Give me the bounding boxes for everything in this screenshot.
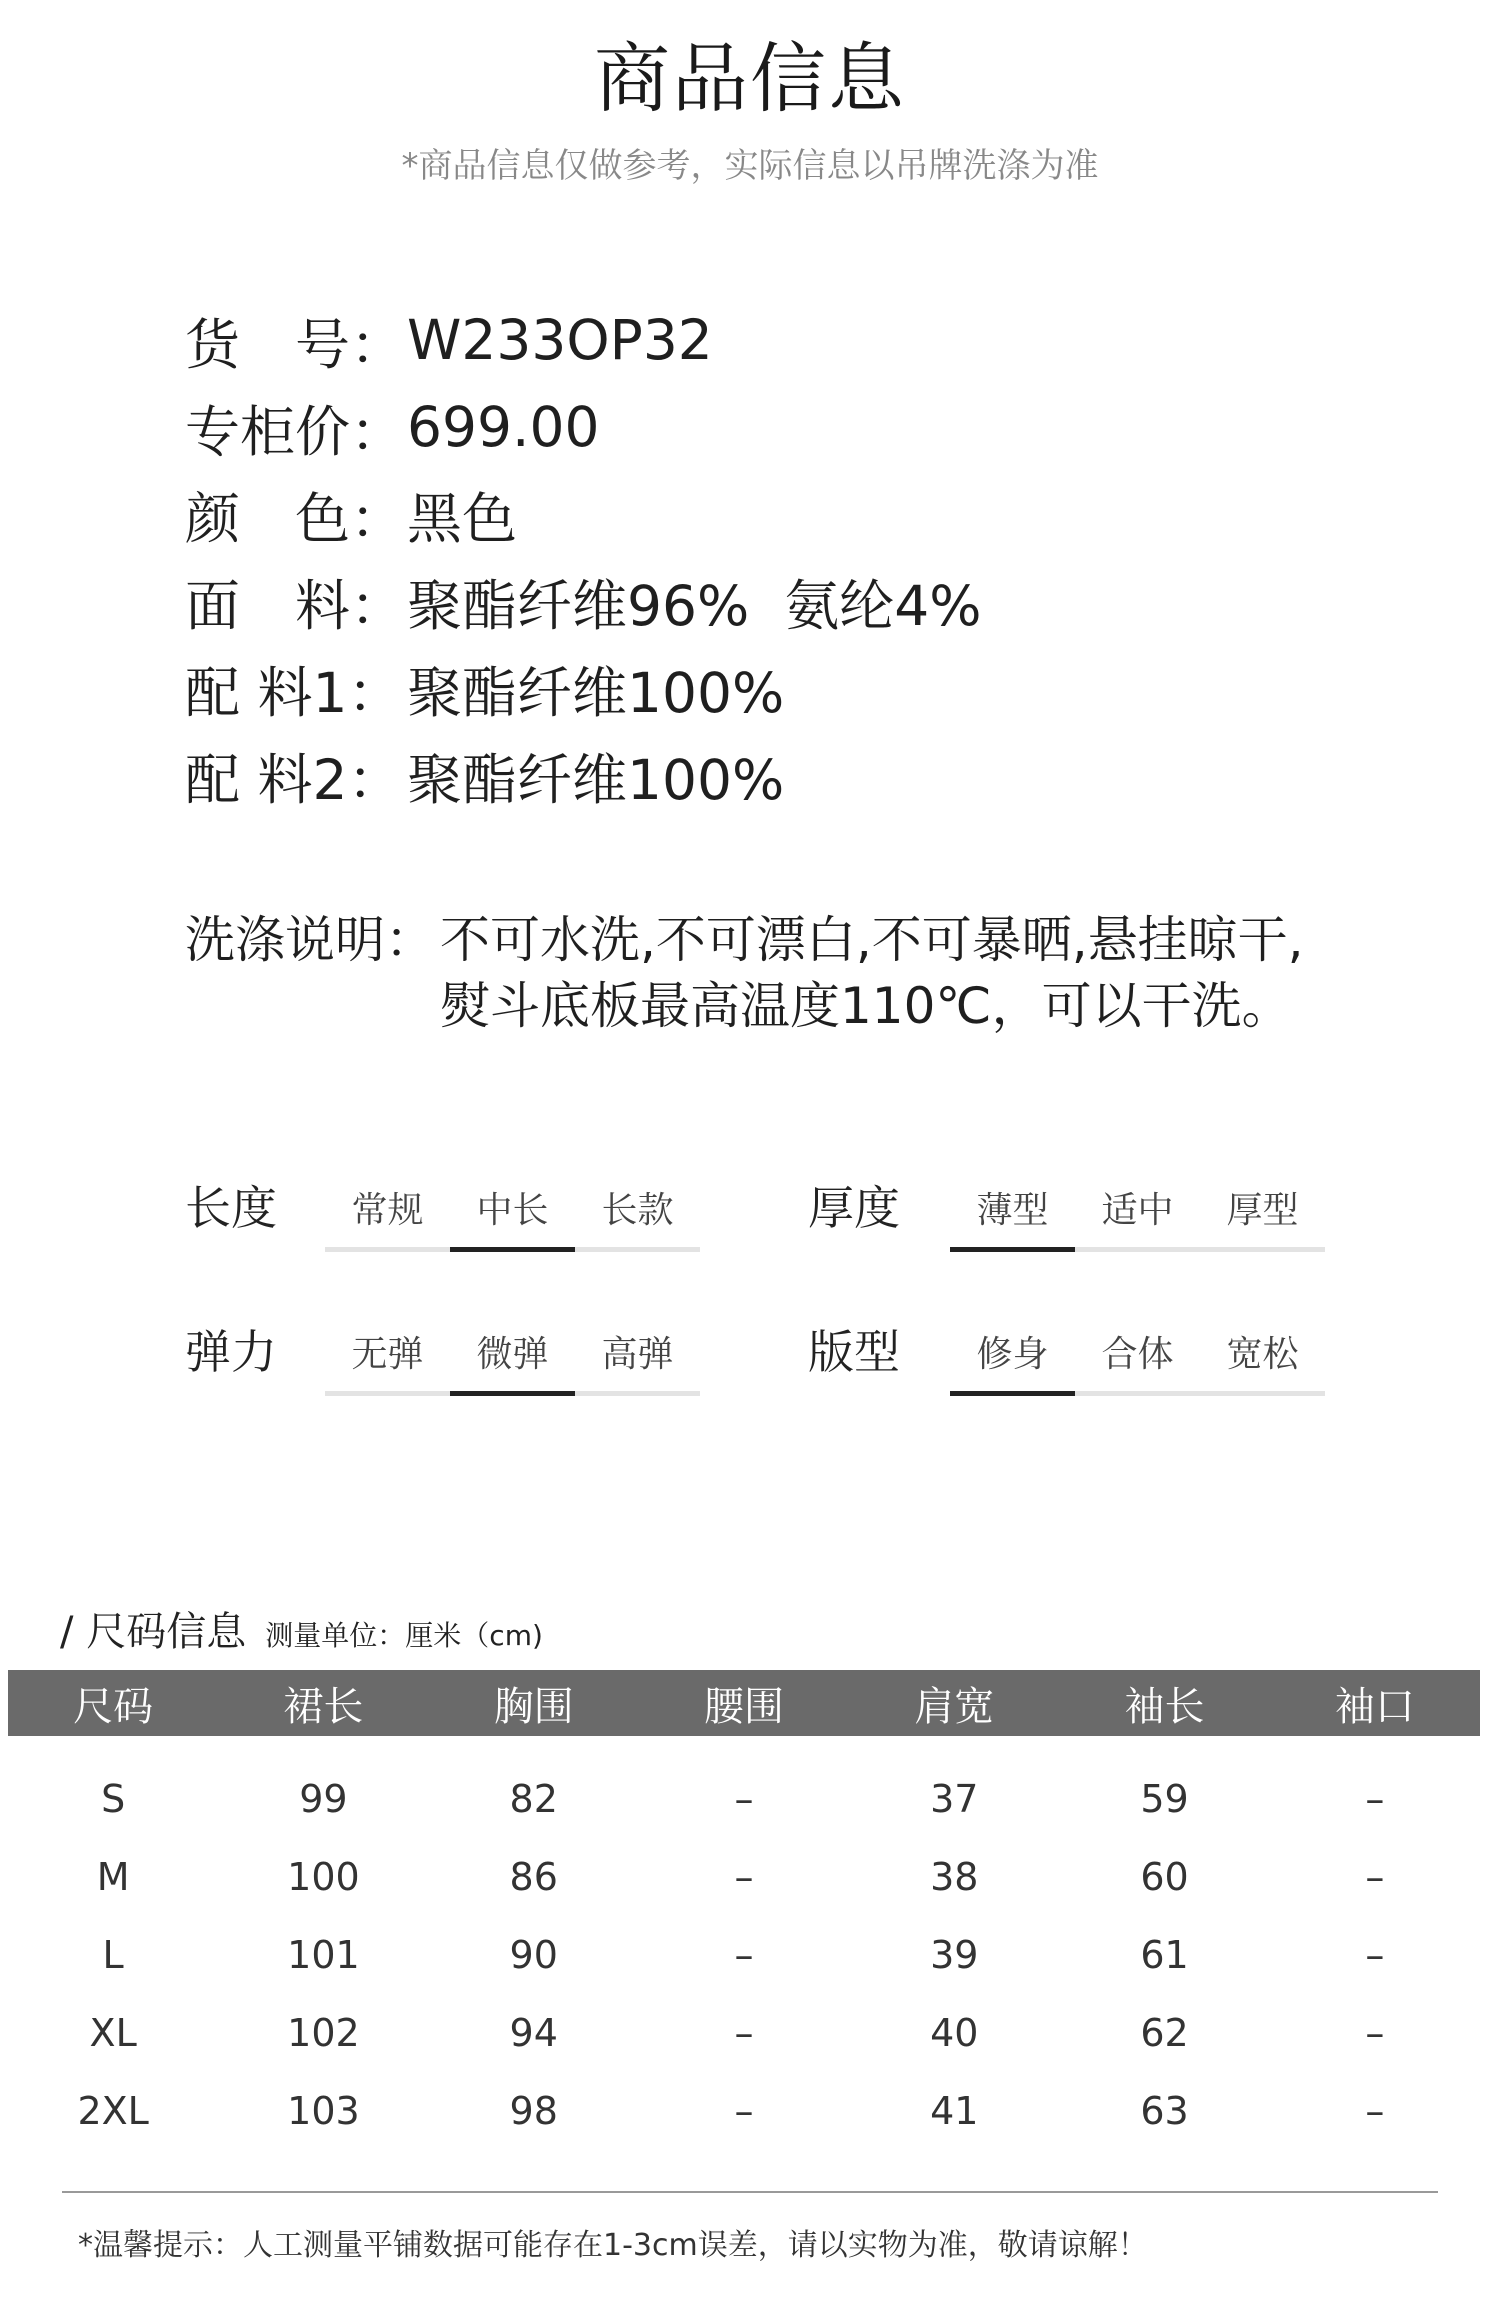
info-label: 货 号： (185, 312, 406, 377)
table-cell: 94 (509, 2011, 558, 2055)
attr-option: 高弹 (575, 1326, 700, 1396)
attr-options-thickness (950, 1182, 1325, 1252)
info-value: 聚酯纤维100% (407, 747, 785, 812)
table-spacer (8, 1736, 1480, 1760)
column-header: 袖长 (1059, 1670, 1269, 1736)
info-row-material-2 (185, 735, 784, 815)
info-row-color (185, 474, 517, 554)
table-cell: XL (89, 2011, 137, 2055)
attr-option-selected: 薄型 (950, 1182, 1075, 1252)
info-row-item-number (185, 300, 713, 380)
table-cell: 59 (1140, 1777, 1189, 1821)
washing-line-2: 熨斗底板最高温度110℃，可以干洗。 (440, 977, 1292, 1035)
table-cell: 37 (930, 1777, 979, 1821)
table-cell: – (734, 2011, 754, 2055)
column-header: 胸围 (429, 1670, 639, 1736)
size-section-heading (60, 1600, 543, 1657)
table-row (8, 1994, 1480, 2072)
table-cell: – (1365, 2011, 1385, 2055)
table-cell: 98 (509, 2089, 558, 2133)
info-value: 聚酯纤维96% 氨纶4% (407, 573, 982, 638)
table-row (8, 1838, 1480, 1916)
table-cell: – (734, 1855, 754, 1899)
table-cell: 63 (1140, 2089, 1189, 2133)
washing-label: 洗涤说明： (185, 911, 435, 969)
attr-title-fit: 版型 (808, 1325, 900, 1379)
table-cell: – (1365, 1777, 1385, 1821)
table-cell: – (734, 1777, 754, 1821)
table-cell: 90 (509, 1933, 558, 1977)
info-value: W233OP32 (407, 308, 713, 372)
info-label: 配 料2： (185, 747, 403, 812)
column-header: 裙长 (218, 1670, 428, 1736)
size-table (8, 1670, 1480, 2150)
info-row-fabric (185, 561, 981, 641)
footnote: *温馨提示：人工测量平铺数据可能存在1-3cm误差，请以实物为准，敬请谅解！ (78, 2228, 1148, 2263)
info-label: 专柜价： (185, 399, 406, 464)
table-cell: – (734, 1933, 754, 1977)
info-row-price (185, 387, 599, 467)
column-header: 尺码 (8, 1670, 218, 1736)
table-cell: 101 (287, 1933, 360, 1977)
table-cell: 61 (1140, 1933, 1189, 1977)
info-value: 699.00 (407, 395, 600, 459)
table-cell: 40 (930, 2011, 979, 2055)
attr-option: 宽松 (1200, 1326, 1325, 1396)
table-cell: – (1365, 2089, 1385, 2133)
attr-options-length (325, 1182, 700, 1252)
table-cell: S (101, 1777, 126, 1821)
attr-options-elasticity (325, 1326, 700, 1396)
table-cell: 100 (287, 1855, 360, 1899)
table-cell: 103 (287, 2089, 360, 2133)
table-cell: 99 (299, 1777, 348, 1821)
table-cell: 39 (930, 1933, 979, 1977)
attr-option: 长款 (575, 1182, 700, 1252)
attr-option: 适中 (1075, 1182, 1200, 1252)
info-label: 颜 色： (185, 486, 406, 551)
page-subtitle: *商品信息仅做参考，实际信息以吊牌洗涤为准 (401, 146, 1099, 186)
info-value: 聚酯纤维100% (407, 660, 785, 725)
table-cell: – (1365, 1855, 1385, 1899)
column-header: 腰围 (639, 1670, 849, 1736)
table-cell: 38 (930, 1855, 979, 1899)
table-cell: 60 (1140, 1855, 1189, 1899)
column-header: 肩宽 (849, 1670, 1059, 1736)
table-cell: – (734, 2089, 754, 2133)
attr-option: 常规 (325, 1182, 450, 1252)
table-cell: 82 (509, 1777, 558, 1821)
table-cell: 2XL (77, 2089, 149, 2133)
table-cell: 62 (1140, 2011, 1189, 2055)
table-cell: 102 (287, 2011, 360, 2055)
info-value: 黑色 (407, 486, 518, 551)
table-cell: L (102, 1933, 124, 1977)
size-heading-title: / 尺码信息 (60, 1609, 247, 1655)
attr-title-thickness: 厚度 (808, 1181, 900, 1235)
footer-divider (62, 2191, 1438, 2193)
washing-line-1: 不可水洗,不可漂白,不可暴晒,悬挂晾干, (440, 911, 1304, 969)
table-cell: 41 (930, 2089, 979, 2133)
attr-option: 合体 (1075, 1326, 1200, 1396)
attr-title-length: 长度 (185, 1181, 277, 1235)
attr-option-selected: 中长 (450, 1182, 575, 1252)
table-cell: – (1365, 1933, 1385, 1977)
size-table-header (8, 1670, 1480, 1736)
attr-options-fit (950, 1326, 1325, 1396)
attr-option-selected: 微弹 (450, 1326, 575, 1396)
attr-option-selected: 修身 (950, 1326, 1075, 1396)
page-title: 商品信息 (594, 34, 906, 123)
attr-title-elasticity: 弹力 (185, 1325, 277, 1379)
attr-option: 厚型 (1200, 1182, 1325, 1252)
info-label: 配 料1： (185, 660, 403, 725)
column-header: 袖口 (1270, 1670, 1480, 1736)
size-unit-note: 测量单位：厘米（cm) (265, 1619, 543, 1652)
table-row (8, 1760, 1480, 1838)
table-row (8, 1916, 1480, 1994)
table-row (8, 2072, 1480, 2150)
info-label: 面 料： (185, 573, 406, 638)
table-cell: M (96, 1855, 130, 1899)
attr-option: 无弹 (325, 1326, 450, 1396)
table-cell: 86 (509, 1855, 558, 1899)
info-row-material-1 (185, 648, 784, 728)
